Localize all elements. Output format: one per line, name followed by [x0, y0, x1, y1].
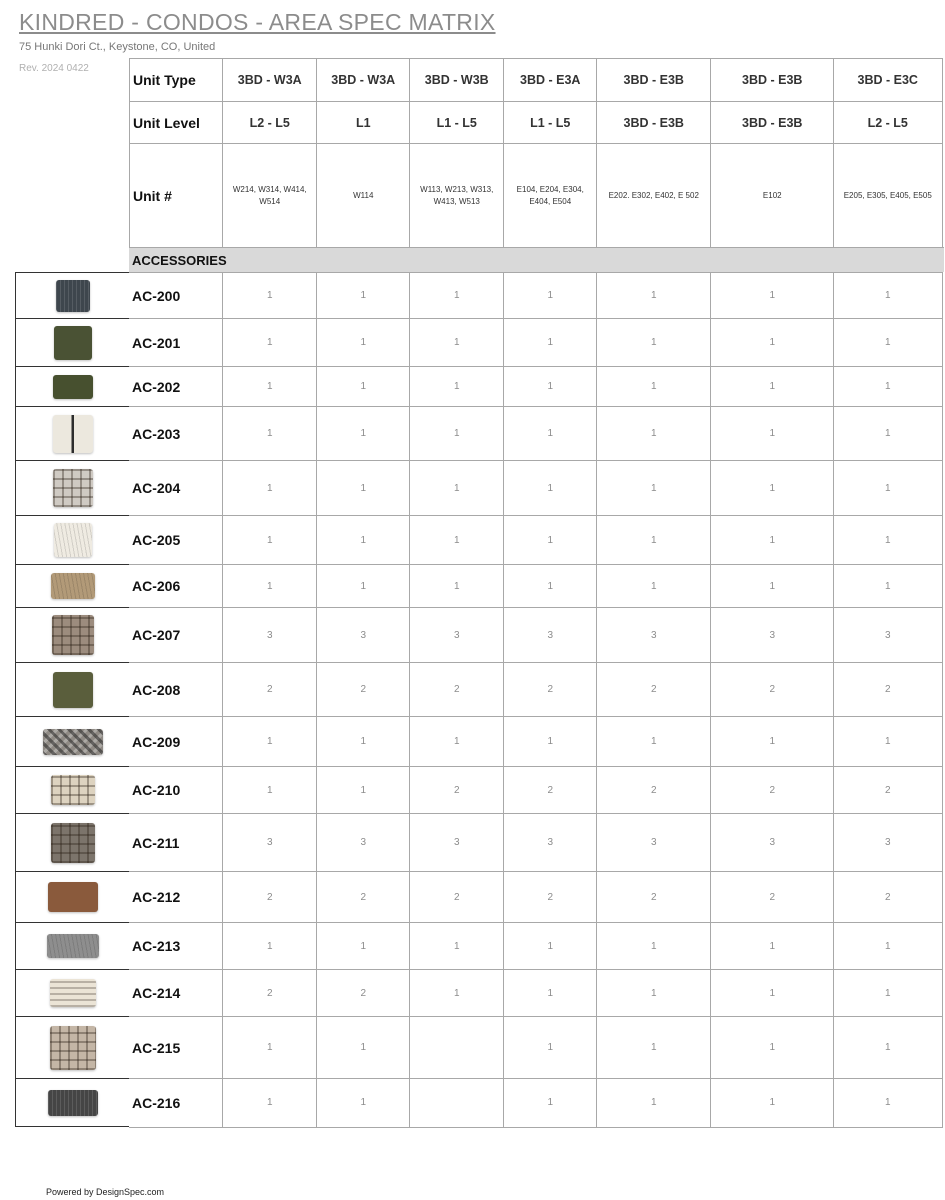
olive-tassel-pillow-image [53, 672, 93, 708]
quantity-cell: 2 [710, 662, 835, 718]
product-thumbnail [15, 662, 130, 717]
quantity-cell: 2 [222, 871, 318, 924]
unit-level-label: Unit Level [129, 101, 224, 145]
quantity-cell: 1 [316, 460, 411, 517]
quantity-cell: 1 [710, 564, 835, 609]
unit-type-cell: 3BD - W3A [222, 58, 318, 103]
quantity-cell: 3 [503, 607, 598, 664]
quantity-cell: 2 [503, 662, 598, 718]
unit-level-cell: L2 - L5 [222, 101, 318, 145]
quantity-cell: 3 [710, 813, 835, 873]
product-thumbnail [15, 969, 130, 1017]
unit-level-cell: 3BD - E3B [596, 101, 712, 145]
quantity-cell: 2 [503, 766, 598, 815]
unit-level-cell: L1 - L5 [503, 101, 598, 145]
grey-tassel-lumbar-pillow-image [47, 934, 99, 958]
product-thumbnail-column [15, 272, 130, 1126]
item-code: AC-203 [129, 406, 224, 462]
quantity-cell: 2 [833, 871, 943, 924]
quantity-cell: 1 [710, 366, 835, 408]
product-thumbnail [15, 607, 130, 663]
quantity-cell: 1 [596, 564, 712, 609]
quantity-cell: 1 [833, 1078, 943, 1128]
unit-number-cell: W114 [316, 143, 411, 249]
unit-type-label: Unit Type [129, 58, 224, 103]
quantity-cell: 1 [596, 460, 712, 517]
accessories-matrix [129, 272, 941, 1126]
taupe-windowpane-pillow-image [50, 1026, 96, 1070]
quantity-cell: 1 [596, 1016, 712, 1080]
quantity-cell: 2 [316, 969, 411, 1018]
quantity-cell: 1 [222, 318, 318, 368]
unit-number-cell: W214, W314, W414, W514 [222, 143, 318, 249]
ivory-textured-pillow-image [54, 523, 92, 557]
quantity-cell: 1 [316, 515, 411, 566]
chevron-lumbar-pillow-image [43, 729, 103, 755]
quantity-cell: 1 [833, 922, 943, 971]
quantity-cell: 1 [710, 1016, 835, 1080]
quantity-cell: 1 [503, 515, 598, 566]
quantity-cell: 1 [222, 564, 318, 609]
unit-type-cell: 3BD - W3A [316, 58, 411, 103]
item-code: AC-205 [129, 515, 224, 566]
quantity-cell: 1 [503, 406, 598, 462]
quantity-cell: 2 [596, 662, 712, 718]
quantity-cell: 1 [710, 716, 835, 768]
black-cream-check-pillow-image [51, 823, 95, 863]
product-thumbnail [15, 460, 130, 516]
olive-lumbar-pillow-image [53, 375, 93, 399]
quantity-cell: 1 [503, 1078, 598, 1128]
product-thumbnail [15, 318, 130, 367]
quantity-cell: 1 [222, 406, 318, 462]
quantity-cell: 2 [409, 662, 505, 718]
product-thumbnail [15, 1016, 130, 1079]
quantity-cell: 1 [503, 564, 598, 609]
olive-square-pillow-image [54, 326, 92, 360]
item-code: AC-201 [129, 318, 224, 368]
unit-type-cell: 3BD - E3A [503, 58, 598, 103]
quantity-cell: 1 [596, 366, 712, 408]
quantity-cell: 1 [596, 716, 712, 768]
item-code: AC-214 [129, 969, 224, 1018]
product-thumbnail [15, 515, 130, 565]
quantity-cell: 1 [316, 406, 411, 462]
quantity-cell: 1 [710, 406, 835, 462]
quantity-cell: 1 [503, 460, 598, 517]
quantity-cell: 1 [596, 922, 712, 971]
quantity-cell: 2 [222, 969, 318, 1018]
charcoal-fringe-pillow-image [56, 280, 90, 312]
unit-type-cell: 3BD - W3B [409, 58, 505, 103]
section-header-accessories: ACCESSORIES [129, 247, 944, 272]
product-thumbnail [15, 366, 130, 407]
unit-type-cell: 3BD - E3C [833, 58, 943, 103]
unit-level-cell: L2 - L5 [833, 101, 943, 145]
quantity-cell: 1 [409, 318, 505, 368]
quantity-cell: 1 [409, 272, 505, 320]
quantity-cell: 2 [316, 662, 411, 718]
quantity-cell: 2 [316, 871, 411, 924]
unit-type-cell: 3BD - E3B [596, 58, 712, 103]
product-thumbnail [15, 871, 130, 923]
quantity-cell: 1 [222, 366, 318, 408]
quantity-cell: 1 [316, 366, 411, 408]
property-address: 75 Hunki Dori Ct., Keystone, CO, United [19, 41, 216, 53]
product-thumbnail [15, 813, 130, 872]
item-code: AC-212 [129, 871, 224, 924]
product-thumbnail [15, 272, 130, 319]
item-code: AC-209 [129, 716, 224, 768]
quantity-cell [409, 1078, 505, 1128]
product-thumbnail [15, 716, 130, 767]
quantity-cell: 3 [503, 813, 598, 873]
item-code: AC-208 [129, 662, 224, 718]
quantity-cell: 1 [503, 922, 598, 971]
cream-stripe-pillow-image [53, 415, 93, 453]
quantity-cell: 1 [409, 716, 505, 768]
quantity-cell: 2 [409, 871, 505, 924]
item-code: AC-207 [129, 607, 224, 664]
quantity-cell: 3 [316, 607, 411, 664]
quantity-cell: 1 [222, 272, 318, 320]
quantity-cell: 2 [222, 662, 318, 718]
quantity-cell: 1 [710, 1078, 835, 1128]
product-thumbnail [15, 766, 130, 814]
quantity-cell: 1 [222, 460, 318, 517]
quantity-cell: 1 [596, 515, 712, 566]
powered-by: Powered by DesignSpec.com [46, 1187, 165, 1197]
quantity-cell: 1 [409, 366, 505, 408]
quantity-cell: 1 [409, 922, 505, 971]
quantity-cell: 1 [710, 272, 835, 320]
quantity-cell: 2 [503, 871, 598, 924]
item-code: AC-200 [129, 272, 224, 320]
unit-number-label: Unit # [129, 143, 224, 249]
quantity-cell: 3 [222, 813, 318, 873]
quantity-cell: 1 [833, 366, 943, 408]
quantity-cell: 1 [222, 766, 318, 815]
quantity-cell: 1 [316, 1078, 411, 1128]
item-code: AC-206 [129, 564, 224, 609]
quantity-cell: 3 [833, 607, 943, 664]
product-thumbnail [15, 406, 130, 461]
quantity-cell: 1 [503, 318, 598, 368]
unit-number-cell: E102 [710, 143, 835, 249]
quantity-cell: 1 [710, 922, 835, 971]
unit-level-cell: L1 - L5 [409, 101, 505, 145]
quantity-cell: 3 [596, 813, 712, 873]
quantity-cell: 1 [833, 318, 943, 368]
quantity-cell: 3 [596, 607, 712, 664]
quantity-cell: 1 [833, 969, 943, 1018]
quantity-cell: 1 [316, 272, 411, 320]
unit-type-cell: 3BD - E3B [710, 58, 835, 103]
quantity-cell: 1 [409, 969, 505, 1018]
quantity-cell: 1 [503, 272, 598, 320]
tan-distressed-pillow-image [51, 573, 95, 599]
quantity-cell: 3 [222, 607, 318, 664]
quantity-cell [409, 1016, 505, 1080]
quantity-cell: 1 [409, 515, 505, 566]
quantity-cell: 1 [833, 564, 943, 609]
unit-level-cell: L1 [316, 101, 411, 145]
quantity-cell: 1 [596, 272, 712, 320]
quantity-cell: 1 [710, 515, 835, 566]
quantity-cell: 1 [222, 1016, 318, 1080]
item-code: AC-202 [129, 366, 224, 408]
unit-number-cell: E205, E305, E405, E505 [833, 143, 943, 249]
quantity-cell: 1 [316, 716, 411, 768]
quantity-cell: 1 [596, 1078, 712, 1128]
quantity-cell: 3 [833, 813, 943, 873]
quantity-cell: 1 [833, 406, 943, 462]
quantity-cell: 1 [222, 515, 318, 566]
quantity-cell: 1 [409, 564, 505, 609]
quantity-cell: 2 [833, 766, 943, 815]
brown-check-pillow-image [52, 615, 94, 655]
quantity-cell: 1 [503, 1016, 598, 1080]
quantity-cell: 1 [316, 766, 411, 815]
product-thumbnail [15, 922, 130, 970]
quantity-cell: 2 [596, 766, 712, 815]
quantity-cell: 1 [710, 318, 835, 368]
quantity-cell: 1 [503, 969, 598, 1018]
quantity-cell: 1 [316, 564, 411, 609]
matrix-header [129, 58, 941, 247]
unit-number-cell: E202. E302, E402, E 502 [596, 143, 712, 249]
document-title: KINDRED - CONDOS - AREA SPEC MATRIX [19, 9, 496, 35]
quantity-cell: 1 [833, 1016, 943, 1080]
quantity-cell: 3 [316, 813, 411, 873]
quantity-cell: 3 [409, 607, 505, 664]
quantity-cell: 2 [710, 766, 835, 815]
unit-number-cell: W113, W213, W313, W413, W513 [409, 143, 505, 249]
item-code: AC-211 [129, 813, 224, 873]
revision-label: Rev. 2024 0422 [19, 63, 89, 74]
quantity-cell: 2 [833, 662, 943, 718]
item-code: AC-213 [129, 922, 224, 971]
quantity-cell: 1 [710, 969, 835, 1018]
quantity-cell: 2 [710, 871, 835, 924]
quantity-cell: 1 [222, 922, 318, 971]
quantity-cell: 1 [710, 460, 835, 517]
quantity-cell: 1 [503, 366, 598, 408]
quantity-cell: 3 [409, 813, 505, 873]
quantity-cell: 1 [833, 460, 943, 517]
item-code: AC-215 [129, 1016, 224, 1080]
quantity-cell: 1 [409, 460, 505, 517]
quantity-cell: 1 [833, 272, 943, 320]
quantity-cell: 1 [409, 406, 505, 462]
beige-grid-pillow-image [51, 775, 95, 805]
quantity-cell: 1 [316, 318, 411, 368]
grey-plaid-pillow-image [53, 469, 93, 507]
quantity-cell: 2 [409, 766, 505, 815]
product-thumbnail [15, 564, 130, 608]
item-code: AC-210 [129, 766, 224, 815]
quantity-cell: 1 [503, 716, 598, 768]
quantity-cell: 1 [316, 922, 411, 971]
quantity-cell: 1 [833, 515, 943, 566]
unit-number-cell: E104, E204, E304, E404, E504 [503, 143, 598, 249]
quantity-cell: 1 [596, 318, 712, 368]
item-code: AC-216 [129, 1078, 224, 1128]
cream-stripe-lumbar-pillow-image [50, 979, 96, 1007]
rust-lumbar-pillow-image [48, 882, 98, 912]
quantity-cell: 1 [222, 1078, 318, 1128]
product-thumbnail [15, 1078, 130, 1127]
item-code: AC-204 [129, 460, 224, 517]
quantity-cell: 1 [222, 716, 318, 768]
quantity-cell: 2 [596, 871, 712, 924]
quantity-cell: 1 [596, 969, 712, 1018]
quantity-cell: 1 [596, 406, 712, 462]
quantity-cell: 3 [710, 607, 835, 664]
black-fringe-lumbar-pillow-image [48, 1090, 98, 1116]
quantity-cell: 1 [833, 716, 943, 768]
quantity-cell: 1 [316, 1016, 411, 1080]
unit-level-cell: 3BD - E3B [710, 101, 835, 145]
